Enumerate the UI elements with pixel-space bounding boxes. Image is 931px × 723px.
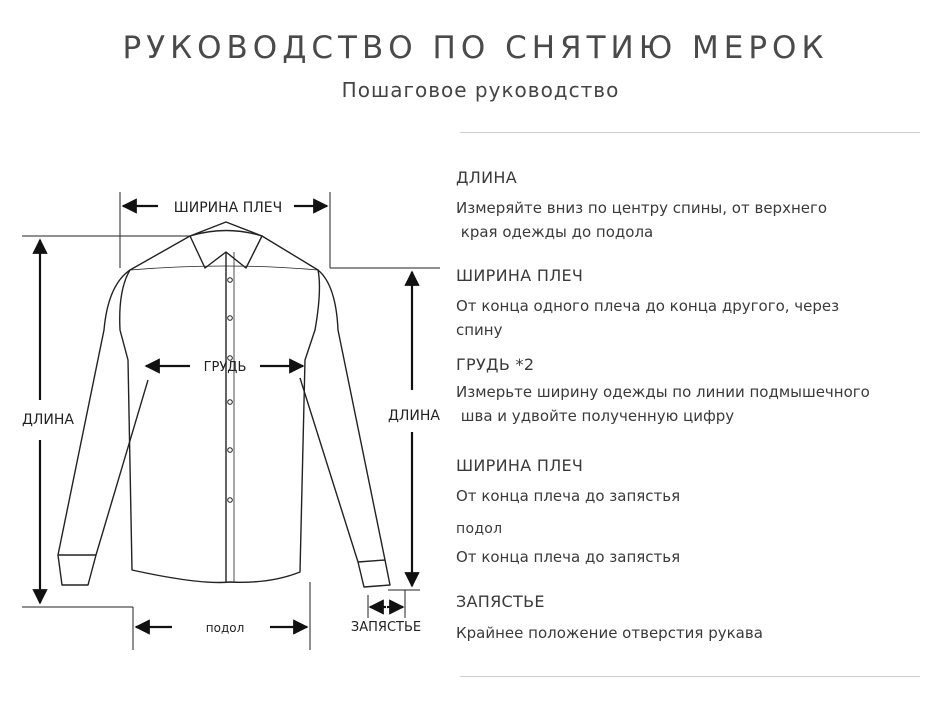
section-shoulder-title: ШИРИНА ПЛЕЧ	[456, 266, 584, 285]
section-hem-title: подол	[456, 521, 503, 537]
label-shoulder: ШИРИНА ПЛЕЧ	[173, 200, 283, 216]
label-hem: подол	[205, 621, 245, 635]
shirt-outline	[58, 222, 390, 587]
label-wrist: ЗАПЯСТЬЕ	[350, 620, 422, 635]
section-shoulder-desc: От конца одного плеча до конца другого, через спину	[456, 297, 840, 339]
label-length-right: ДЛИНА	[387, 408, 441, 424]
section-wrist-title: ЗАПЯСТЬЕ	[456, 592, 545, 611]
section-sleeve-desc: От конца плеча до запястья	[456, 487, 681, 505]
label-chest: ГРУДЬ	[203, 360, 247, 375]
page-subtitle: Пошаговое руководство	[341, 78, 620, 102]
section-chest-desc: Измерьте ширину одежды по линии подмышечного шва и удвойте полученную цифру	[456, 383, 870, 425]
shirt-buttons	[228, 278, 233, 503]
section-sleeve-title: ШИРИНА ПЛЕЧ	[456, 456, 584, 475]
section-hem-desc: От конца плеча до запястья	[456, 548, 681, 566]
section-length-title: ДЛИНА	[456, 168, 517, 187]
page-title: РУКОВОДСТВО ПО СНЯТИЮ МЕРОК	[122, 30, 829, 66]
label-length-left: ДЛИНА	[21, 412, 75, 428]
section-wrist-desc: Крайнее положение отверстия рукава	[456, 624, 763, 642]
section-chest-title: ГРУДЬ *2	[456, 355, 535, 374]
section-length-desc: Измеряйте вниз по центру спины, от верхнего края одежды до подола	[456, 199, 828, 241]
